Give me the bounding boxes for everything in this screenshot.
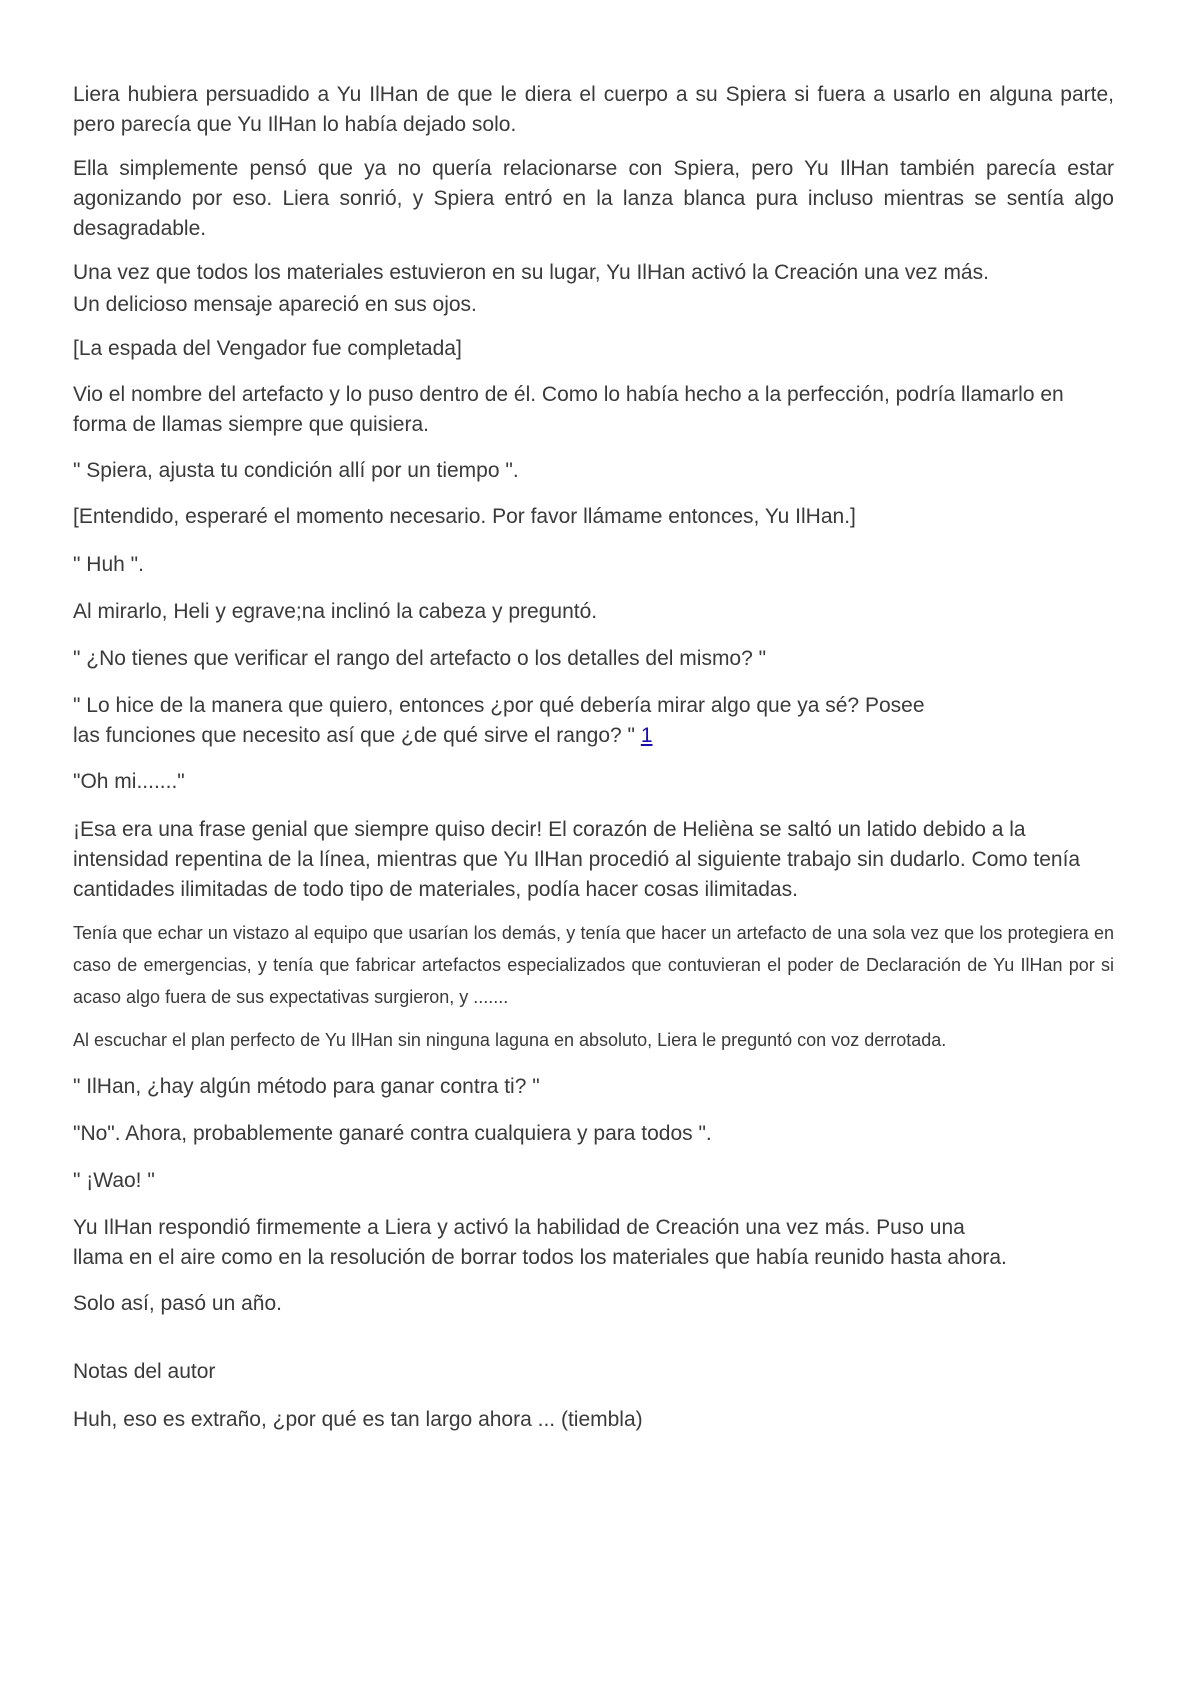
paragraph-16: Tenía que echar un vistazo al equipo que usarían los demás, y tenía que hacer un artefacto de una sola vez que los protegiera en caso de emergencias, y tenía que fabricar artefactos especializados que contuvieran el poder de Declaración de Yu IlHan por si acaso algo fuera de sus expectativas surgieron, y ....... [73, 923, 1114, 1007]
paragraph-19: "No". Ahora, probablemente ganaré contra cualquiera y para todos ". [73, 1122, 712, 1145]
paragraph-7: " Spiera, ajusta tu condición allí por un tiempo ". [73, 459, 519, 482]
author-notes-text: Huh, eso es extraño, ¿por qué es tan largo ahora ... (tiembla) [73, 1408, 643, 1431]
footnote-link[interactable]: 1 [640, 724, 653, 747]
paragraph-4: Un delicioso mensaje apareció en sus ojos. [73, 293, 477, 316]
paragraph-15: ¡Esa era una frase genial que siempre quiso decir! El corazón de Helièna se saltó un latido debido a la intensidad repentina de la línea, mientras que Yu IlHan procedió al siguiente trabajo sin dudarlo. Como tenía cantidades ilimitadas de todo tipo de materiales, podía hacer cosas ilimitadas. [73, 818, 1081, 901]
paragraph-18: " IlHan, ¿hay algún método para ganar contra ti? " [73, 1075, 540, 1098]
paragraph-23: Solo así, pasó un año. [73, 1292, 282, 1315]
paragraph-3: Una vez que todos los materiales estuvieron en su lugar, Yu IlHan activó la Creación una vez más. [73, 261, 989, 284]
paragraph-17: Al escuchar el plan perfecto de Yu IlHan sin ninguna laguna en absoluto, Liera le preguntó con voz derrotada. [73, 1030, 947, 1050]
paragraph-12: " Lo hice de la manera que quiero, entonces ¿por qué debería mirar algo que ya sé? Posee [73, 694, 925, 717]
author-notes-heading: Notas del autor [73, 1360, 216, 1383]
paragraph-8: [Entendido, esperaré el momento necesario. Por favor llámame entonces, Yu IlHan.] [73, 505, 856, 528]
paragraph-1: Liera hubiera persuadido a Yu IlHan de que le diera el cuerpo a su Spiera si fuera a usarlo en alguna parte, pero parecía que Yu IlHan lo había dejado solo. [73, 83, 1114, 136]
paragraph-14: "Oh mi......." [73, 770, 185, 793]
paragraph-11: " ¿No tienes que verificar el rango del artefacto o los detalles del mismo? " [73, 647, 767, 670]
paragraph-2: Ella simplemente pensó que ya no quería relacionarse con Spiera, pero Yu IlHan también parecía estar agonizando por eso. Liera sonrió, y Spiera entró en la lanza blanca pura incluso mientras se sentía algo desagradable. [73, 157, 1114, 240]
paragraph-21: Yu IlHan respondió firmemente a Liera y activó la habilidad de Creación una vez más. Puso una [73, 1216, 965, 1239]
paragraph-6: Vio el nombre del artefacto y lo puso dentro de él. Como lo había hecho a la perfección, podría llamarlo en forma de llamas siempre que quisiera. [73, 383, 1064, 436]
paragraph-13-text: las funciones que necesito así que ¿de qué sirve el rango? " [73, 724, 641, 747]
paragraph-10: Al mirarlo, Heli y egrave;na inclinó la cabeza y preguntó. [73, 600, 598, 623]
paragraph-9: " Huh ". [73, 553, 144, 576]
paragraph-5: [La espada del Vengador fue completada] [73, 337, 462, 360]
paragraph-20: " ¡Wao! " [73, 1169, 155, 1192]
paragraph-13 [73, 721, 1114, 751]
paragraph-22: llama en el aire como en la resolución de borrar todos los materiales que había reunido hasta ahora. [73, 1246, 1007, 1269]
